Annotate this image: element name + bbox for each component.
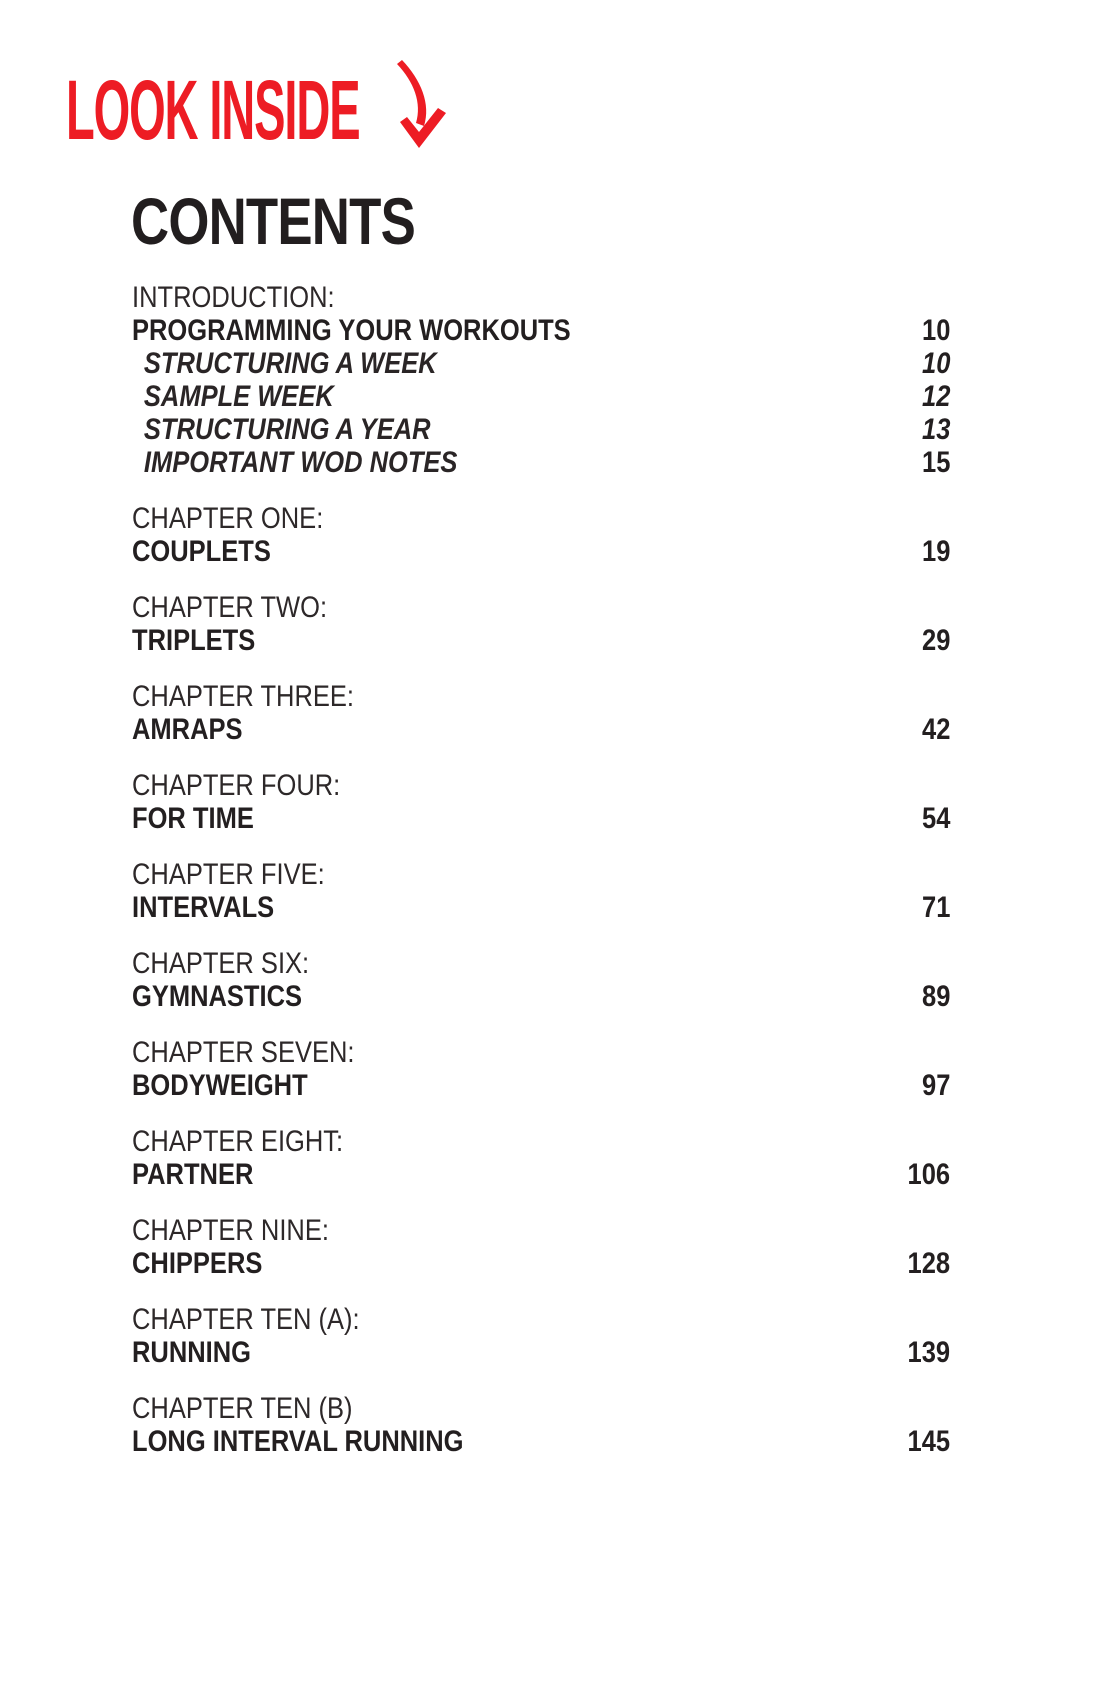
page-number: 89: [921, 980, 950, 1013]
toc-chapter-block: [132, 680, 950, 746]
toc-chapter-block: [132, 1036, 950, 1102]
look-inside-badge[interactable]: [66, 63, 590, 158]
toc-chapter-block: [132, 1125, 950, 1191]
chapter-title: CHIPPERS: [132, 1247, 263, 1280]
intro-kicker: INTRODUCTION:: [132, 281, 335, 314]
page-number: 19: [921, 535, 950, 568]
chapter-title: FOR TIME: [132, 802, 254, 835]
toc-chapter-block: [132, 769, 950, 835]
chapter-title: COUPLETS: [132, 535, 271, 568]
chapter-kicker: CHAPTER FOUR:: [132, 769, 341, 802]
chapter-title: RUNNING: [132, 1336, 251, 1369]
page-number: 10: [921, 347, 950, 380]
chapter-title: BODYWEIGHT: [132, 1069, 308, 1102]
toc-chapter-block: [132, 502, 950, 568]
chapter-kicker: CHAPTER TEN (B): [132, 1392, 353, 1425]
chapter-kicker: CHAPTER ONE:: [132, 502, 324, 535]
page-number: 54: [921, 802, 950, 835]
chapter-kicker: CHAPTER EIGHT:: [132, 1125, 344, 1158]
sub-label: STRUCTURING A WEEK: [143, 347, 437, 380]
page-number: 10: [921, 314, 950, 347]
down-arrow-icon: [388, 58, 456, 150]
look-inside-label: LOOK INSIDE: [66, 63, 360, 157]
chapter-kicker: CHAPTER TEN (A):: [132, 1303, 360, 1336]
toc-subrow: [132, 347, 950, 380]
toc-chapter-block: [132, 947, 950, 1013]
toc-subrow: [132, 413, 950, 446]
intro-title: PROGRAMMING YOUR WORKOUTS: [132, 314, 571, 347]
page-number: 106: [907, 1158, 950, 1191]
page-number: 12: [921, 380, 950, 413]
chapter-kicker: CHAPTER THREE:: [132, 680, 354, 713]
page-number: 128: [907, 1247, 950, 1280]
page-number: 15: [921, 446, 950, 479]
page-number: 13: [921, 413, 950, 446]
page-number: 71: [921, 891, 950, 924]
toc-chapter-block: [132, 1392, 950, 1458]
toc-row: [132, 314, 950, 347]
page-title: CONTENTS: [131, 184, 415, 258]
chapter-title: INTERVALS: [132, 891, 275, 924]
page-number: 42: [921, 713, 950, 746]
chapter-title: GYMNASTICS: [132, 980, 303, 1013]
chapter-kicker: CHAPTER TWO:: [132, 591, 328, 624]
toc-row: [132, 281, 950, 314]
sub-label: SAMPLE WEEK: [143, 380, 334, 413]
page-number: 145: [907, 1425, 950, 1458]
chapter-title: TRIPLETS: [132, 624, 256, 657]
chapter-title: PARTNER: [132, 1158, 254, 1191]
toc-chapter-block: [132, 1303, 950, 1369]
chapter-kicker: CHAPTER SEVEN:: [132, 1036, 355, 1069]
page-number: 97: [921, 1069, 950, 1102]
table-of-contents: [132, 281, 950, 1458]
toc-chapter-block: [132, 858, 950, 924]
toc-chapter-block: [132, 591, 950, 657]
chapter-kicker: CHAPTER NINE:: [132, 1214, 329, 1247]
chapter-title: LONG INTERVAL RUNNING: [132, 1425, 464, 1458]
page-number: 29: [921, 624, 950, 657]
toc-subrow: [132, 380, 950, 413]
toc-chapter-block: [132, 1214, 950, 1280]
chapter-kicker: CHAPTER SIX:: [132, 947, 310, 980]
page-number: 139: [907, 1336, 950, 1369]
toc-intro-section: [132, 281, 950, 479]
sub-label: IMPORTANT WOD NOTES: [143, 446, 458, 479]
sub-label: STRUCTURING A YEAR: [143, 413, 431, 446]
chapter-title: AMRAPS: [132, 713, 243, 746]
chapter-kicker: CHAPTER FIVE:: [132, 858, 325, 891]
toc-subrow: [132, 446, 950, 479]
